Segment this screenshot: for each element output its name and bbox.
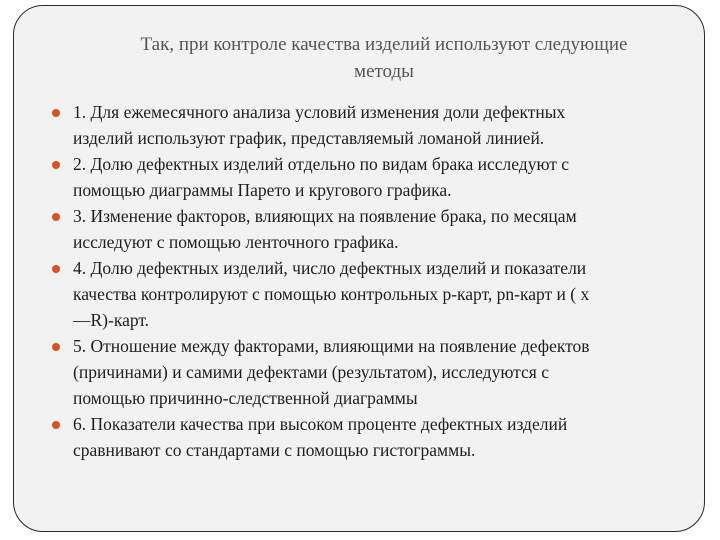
item-line: 4. Долю дефектных изделий, число дефектных изделий и показатели [73,258,587,278]
item-line: изделий используют график, представляемый ломаной линией. [73,128,545,148]
slide-title [64,31,704,85]
list-item-2 [51,151,691,203]
bullet-dot-icon [52,109,60,117]
item-line: 2. Долю дефектных изделий отдельно по видам брака исследуют с [73,154,570,174]
item-line: 6. Показатели качества при высоком проценте дефектных изделий [73,414,568,434]
title-line-1: Так, при контроле качества изделий используют следующие [140,34,628,55]
item-line: сравнивают со стандартами с помощью гистограммы. [73,440,476,460]
item-line: 5. Отношение между факторами, влияющими на появление дефектов [73,336,590,356]
item-line: помощью причинно-следственной диаграммы [73,388,418,408]
item-line: 1. Для ежемесячного анализа условий изменения доли дефектных [73,102,566,122]
slide-frame [13,5,705,532]
item-line: качества контролируют с помощью контрольных р-карт, pn-карт и ( х [73,284,590,304]
bullet-dot-icon [52,343,60,351]
bullet-dot-icon [52,265,60,273]
item-line: исследуют с помощью ленточного графика. [73,232,399,252]
list-item-6 [51,411,691,463]
title-line-2: методы [354,61,414,82]
bullet-dot-icon [52,213,60,221]
item-line: помощью диаграммы Парето и кругового графика. [73,180,452,200]
bullet-list [51,99,691,463]
item-line: (причинами) и самими дефектами (результатом), исследуются с [73,362,549,382]
item-line: 3. Изменение факторов, влияющих на появление брака, по месяцам [73,206,577,226]
bullet-dot-icon [52,421,60,429]
item-line: —R)-карт. [73,310,150,330]
list-item-5 [51,333,691,411]
bullet-dot-icon [52,161,60,169]
list-item-1 [51,99,691,151]
list-item-4 [51,255,691,333]
list-item-3 [51,203,691,255]
